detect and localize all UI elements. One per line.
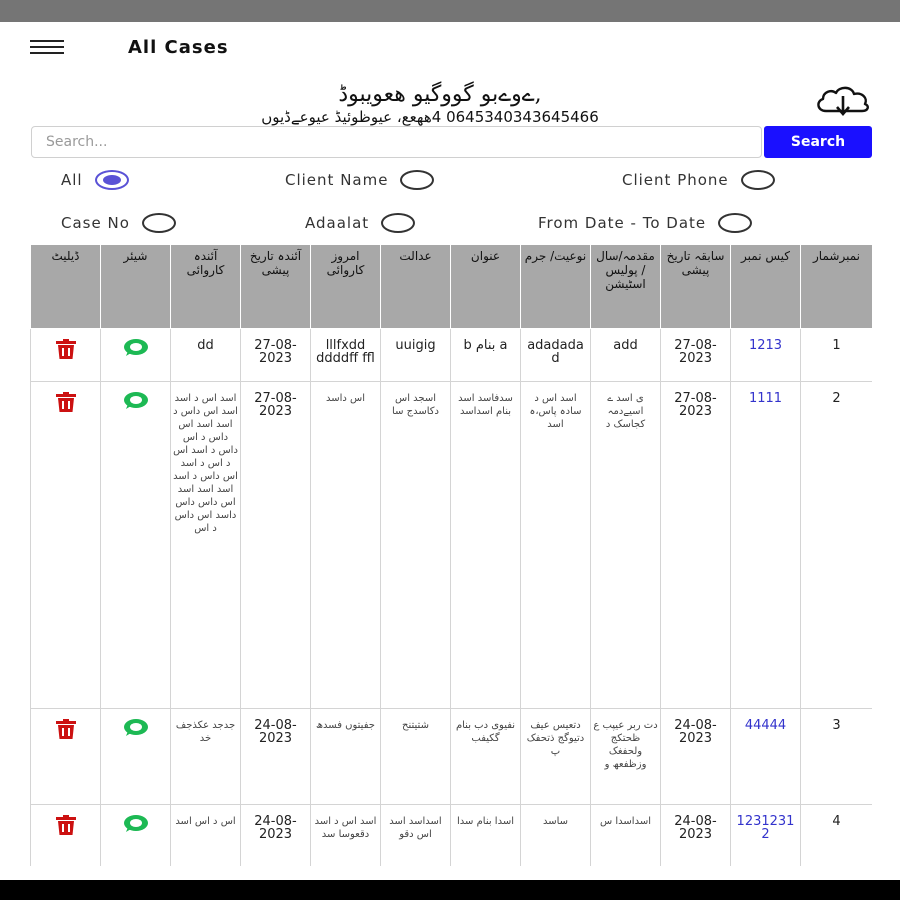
search-input[interactable] — [31, 126, 762, 158]
prev-date-cell: 27-08-2023 — [661, 382, 731, 709]
title-cell: نفیوی دب بنام گکیفب — [451, 709, 521, 805]
case-no-link[interactable]: 1111 — [731, 382, 801, 709]
header-next-date: آئندہ تاریخ پیشی — [241, 245, 311, 329]
court-cell: اسداسد اسد اس دقو — [381, 805, 451, 867]
table-row — [31, 805, 873, 867]
case-no-link[interactable]: 1213 — [731, 329, 801, 382]
delete-cell — [31, 329, 101, 382]
filter-date-range-label: From Date - To Date — [538, 214, 707, 232]
serial-cell: 2 — [801, 382, 873, 709]
case-no-link[interactable]: 44444 — [731, 709, 801, 805]
table-row — [31, 382, 873, 709]
whatsapp-icon[interactable] — [123, 815, 149, 836]
radio-all[interactable] — [95, 170, 129, 190]
header-today-action: امروز کاروائی — [311, 245, 381, 329]
header-prev-date: سابقہ تاریخ پیشی — [661, 245, 731, 329]
filter-case-no-option[interactable] — [61, 211, 176, 235]
header-case-no: کیس نمبر — [731, 245, 801, 329]
whatsapp-icon[interactable] — [123, 339, 149, 360]
header-court: عدالت — [381, 245, 451, 329]
today-action-cell: جفیتوں فسدھ — [311, 709, 381, 805]
filter-client-phone-label: Client Phone — [622, 171, 729, 189]
share-cell — [101, 329, 171, 382]
nature-cell: دتعیس عیف دتیوگج ذتحفک پ — [521, 709, 591, 805]
header-share: شیئر — [101, 245, 171, 329]
court-cell: اسجد اس دکاسدج سا — [381, 382, 451, 709]
delete-cell — [31, 382, 101, 709]
table-header-row — [31, 245, 873, 329]
delete-cell — [31, 805, 101, 867]
delete-cell — [31, 709, 101, 805]
title-cell: سدفاسد اسد بنام اسداسد — [451, 382, 521, 709]
navigation-bar — [0, 880, 900, 900]
menu-icon[interactable] — [30, 40, 66, 56]
cloud-download-icon[interactable] — [812, 84, 874, 118]
trash-icon[interactable] — [53, 719, 79, 742]
app-bar — [0, 22, 900, 74]
page-title: All Cases — [128, 37, 229, 58]
filter-client-phone-option[interactable] — [622, 168, 775, 192]
prev-date-cell: 24-08-2023 — [661, 805, 731, 867]
today-action-cell: lllfxdd ddddff ffl — [311, 329, 381, 382]
share-cell — [101, 805, 171, 867]
radio-date-range[interactable] — [718, 213, 752, 233]
next-date-cell: 27-08-2023 — [241, 329, 311, 382]
case-year-cell: ی اسد ے اسیےدمہ کجاسک د — [591, 382, 661, 709]
client-name-heading: ,ےوےبو گووگیو هعویبوڈ — [338, 82, 542, 107]
title-cell: b بنام a — [451, 329, 521, 382]
court-cell: شتیتنح — [381, 709, 451, 805]
radio-case-no[interactable] — [142, 213, 176, 233]
filter-case-no-label: Case No — [61, 214, 130, 232]
filter-all-label: All — [61, 171, 83, 189]
next-action-cell: جدجد عکذجف خد — [171, 709, 241, 805]
title-cell: اسدا بنام سدا — [451, 805, 521, 867]
share-cell — [101, 709, 171, 805]
prev-date-cell: 27-08-2023 — [661, 329, 731, 382]
search-button[interactable]: Search — [764, 126, 872, 158]
trash-icon[interactable] — [53, 339, 79, 362]
cases-table-container[interactable] — [30, 244, 872, 866]
cases-table — [30, 244, 872, 866]
radio-client-name[interactable] — [400, 170, 434, 190]
filter-client-name-label: Client Name — [285, 171, 389, 189]
serial-cell: 3 — [801, 709, 873, 805]
case-year-cell: دت ربر عیپب ع ظحتکج ولحفغک وزظفعھ و — [591, 709, 661, 805]
today-action-cell: اس داسد — [311, 382, 381, 709]
header-delete: ڈیلیٹ — [31, 245, 101, 329]
whatsapp-icon[interactable] — [123, 719, 149, 740]
court-cell: uuigig — [381, 329, 451, 382]
nature-cell: اسد اس د سادہ پاس،ہ اسد — [521, 382, 591, 709]
table-row — [31, 709, 873, 805]
header-next-action: آئندہ کاروائی — [171, 245, 241, 329]
prev-date-cell: 24-08-2023 — [661, 709, 731, 805]
case-year-cell: add — [591, 329, 661, 382]
client-details-text: 0645340343645466 4هھعع، عیوظوئیڈ عیوعےڈیوں — [261, 108, 599, 126]
case-year-cell: اسداسدا س — [591, 805, 661, 867]
header-case-year: مقدمہ/سال / پولیس اسٹیشن — [591, 245, 661, 329]
serial-cell: 1 — [801, 329, 873, 382]
header-serial: نمبرشمار — [801, 245, 873, 329]
serial-cell: 4 — [801, 805, 873, 867]
next-action-cell: اس د اس اسد — [171, 805, 241, 867]
filter-all-option[interactable] — [61, 168, 129, 192]
trash-icon[interactable] — [53, 392, 79, 415]
next-date-cell: 27-08-2023 — [241, 382, 311, 709]
table-row — [31, 329, 873, 382]
trash-icon[interactable] — [53, 815, 79, 838]
filter-adaalat-option[interactable] — [305, 211, 415, 235]
next-date-cell: 24-08-2023 — [241, 709, 311, 805]
next-date-cell: 24-08-2023 — [241, 805, 311, 867]
filter-date-range-option[interactable] — [538, 211, 752, 235]
today-action-cell: اسد اس د اسد دقعوسا سد — [311, 805, 381, 867]
whatsapp-icon[interactable] — [123, 392, 149, 413]
nature-cell: adadada d — [521, 329, 591, 382]
next-action-cell: dd — [171, 329, 241, 382]
header-nature: نوعیت/ جرم — [521, 245, 591, 329]
nature-cell: ساسد — [521, 805, 591, 867]
filter-client-name-option[interactable] — [285, 168, 434, 192]
filter-adaalat-label: Adaalat — [305, 214, 370, 232]
header-title: عنوان — [451, 245, 521, 329]
next-action-cell: اسد اس د اسد اسد اس داس د اسد اسد اس داس د اس داس د اسد اس د اس د اسد اس داس د اسد اسد اسد اسد اس داس داس داسد اس داس د اس — [171, 382, 241, 709]
radio-adaalat[interactable] — [381, 213, 415, 233]
radio-client-phone[interactable] — [741, 170, 775, 190]
status-bar — [0, 0, 900, 22]
share-cell — [101, 382, 171, 709]
case-no-link[interactable]: 12312312 — [731, 805, 801, 867]
